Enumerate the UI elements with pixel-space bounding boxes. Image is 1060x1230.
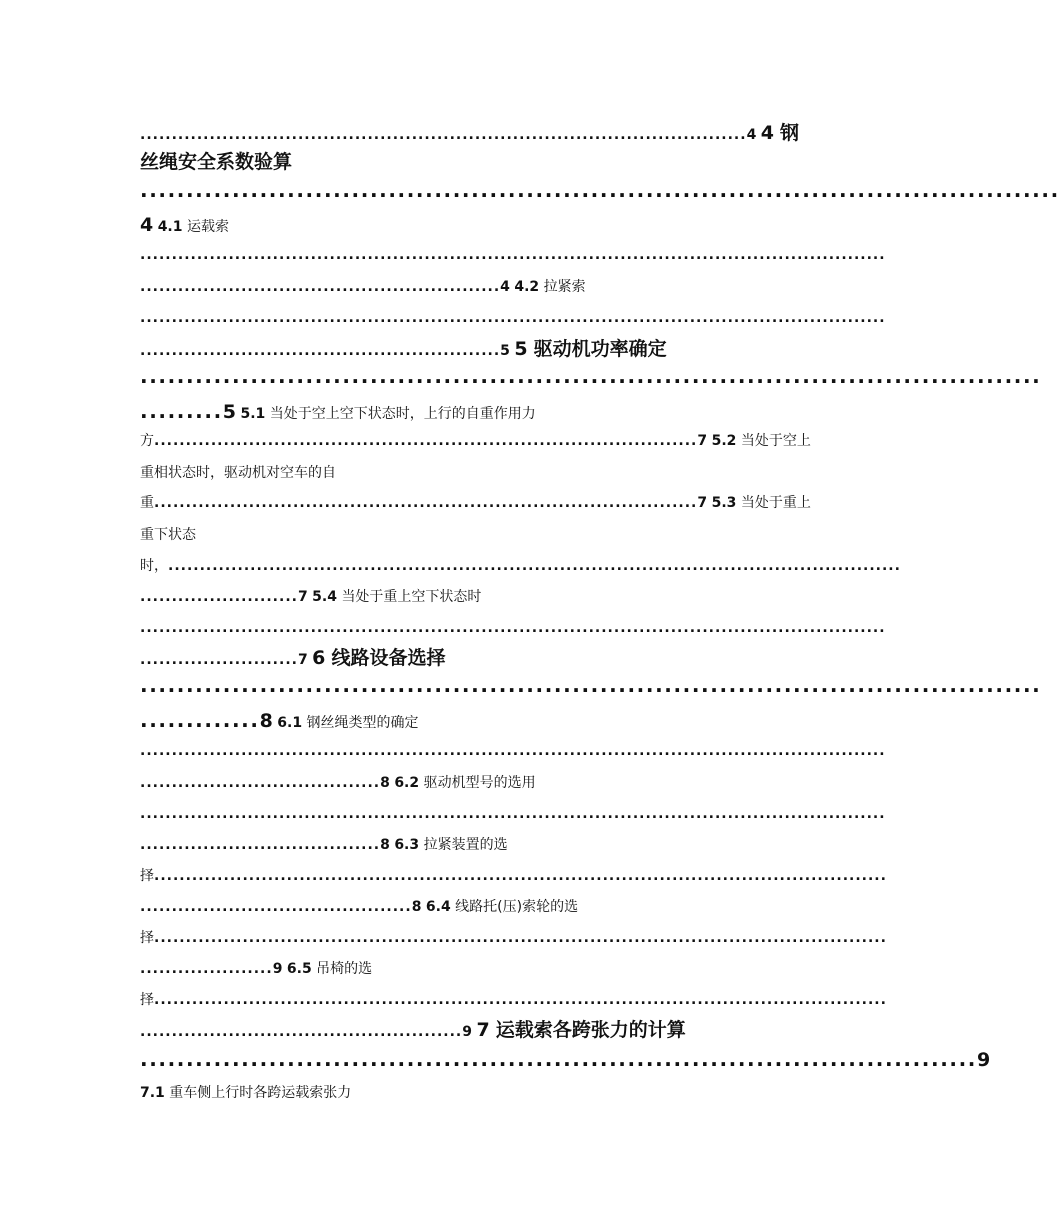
- toc-line: .........................7 6 线路设备选择: [140, 647, 446, 669]
- toc-line: ...................................................9 7 运载索各跨张力的计算: [140, 1019, 686, 1041]
- toc-line: 重下状态: [140, 527, 196, 543]
- toc-line: ......................................8 6.3 拉紧装置的选: [140, 837, 508, 853]
- toc-line: .............8 6.1 钢丝绳类型的确定: [140, 708, 419, 732]
- toc-line: 择....................................................................................................................: [140, 868, 887, 884]
- toc-leader: ......................................................................................................................: [140, 620, 886, 636]
- toc-leader: ......................................................................................................................: [140, 310, 886, 326]
- toc-line: 重......................................................................................7 5.3 当处于重上: [140, 495, 811, 511]
- toc-line: 择....................................................................................................................: [140, 992, 887, 1008]
- toc-leader: ....................................................................................................: [140, 178, 1060, 202]
- toc-line: 方......................................................................................7 5.2 当处于空上: [140, 433, 811, 449]
- toc-leader: ......................................................................................................................: [140, 806, 886, 822]
- toc-line: .........5 5.1 当处于空上空下状态时，上行的自重作用力: [140, 399, 536, 423]
- toc-line: .........................7 5.4 当处于重上空下状态时: [140, 589, 482, 605]
- toc-line: 时，....................................................................................................................: [140, 558, 901, 574]
- toc-line: .........................................................4 4.2 拉紧索: [140, 279, 586, 295]
- toc-line: 7.1 重车侧上行时各跨运载索张力: [140, 1085, 352, 1101]
- toc-leader: ..................................................................................................: [140, 364, 1042, 388]
- toc-line: ................................................................................................4 4 钢: [140, 122, 800, 144]
- toc-line: 重相状态时，驱动机对空车的自: [140, 465, 336, 481]
- toc-line: ...........................................................................................9: [140, 1047, 991, 1071]
- toc-line: .........................................................5 5 驱动机功率确定: [140, 338, 667, 360]
- toc-heading: 丝绳安全系数验算: [140, 151, 293, 173]
- toc-line: ...........................................8 6.4 线路托(压)索轮的选: [140, 899, 579, 915]
- toc-leader: ..................................................................................................: [140, 673, 1042, 697]
- toc-line: 4 4.1 运载索: [140, 214, 229, 236]
- toc-line: .....................9 6.5 吊椅的选: [140, 961, 373, 977]
- toc-leader: ......................................................................................................................: [140, 247, 886, 263]
- toc-leader: ......................................................................................................................: [140, 743, 886, 759]
- toc-line: 择....................................................................................................................: [140, 930, 887, 946]
- toc-line: ......................................8 6.2 驱动机型号的选用: [140, 775, 536, 791]
